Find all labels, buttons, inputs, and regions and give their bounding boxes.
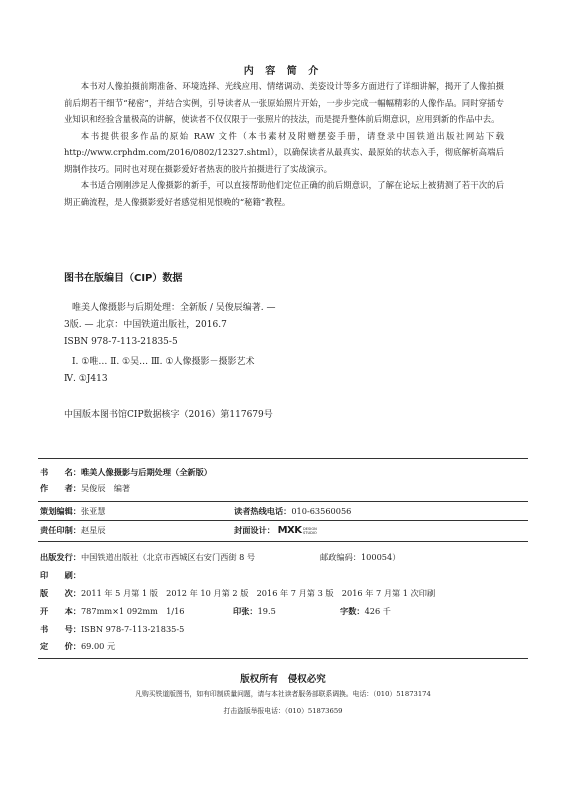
cip-line: Ⅰ. ①唯… Ⅱ. ①吴… Ⅲ. ①人像摄影－摄影艺术 bbox=[72, 357, 255, 367]
cip-index-entry bbox=[64, 354, 504, 388]
publisher-value: 中国铁道出版社（北京市西城区右安门西街 8 号 bbox=[80, 552, 256, 562]
publisher-label: 出版发行： bbox=[40, 552, 81, 562]
price-label: 定 价： bbox=[40, 641, 81, 651]
sheets-row bbox=[233, 604, 276, 618]
printer-label: 印 刷： bbox=[40, 570, 81, 580]
editor-value: 张亚慧 bbox=[80, 506, 106, 516]
format-row bbox=[40, 604, 185, 618]
hotline-row bbox=[234, 504, 351, 518]
design-studio-logo-text: MXK bbox=[277, 525, 302, 536]
summary-paragraph: 本书适合刚刚涉足人像摄影的新手，可以直接帮助他们定位正确的前后期意识，了解在论坛上被猜测了若干次的后期正确流程，是人像摄影爱好者感觉相见恨晚的“秘籍”教程。 bbox=[64, 180, 504, 207]
divider bbox=[38, 658, 528, 659]
divider bbox=[38, 501, 528, 502]
design-studio-logo-sub: STUDIO bbox=[302, 531, 317, 535]
divider bbox=[38, 541, 528, 542]
publisher-row bbox=[40, 550, 255, 564]
sheets-value: 19.5 bbox=[257, 606, 276, 616]
words-label: 字数： bbox=[340, 606, 365, 616]
cip-line: 唯美人像摄影与后期处理：全新版 / 吴俊辰编著. — bbox=[72, 303, 276, 313]
book-title-label: 书 名： bbox=[40, 467, 81, 477]
print-responsible-label: 责任印制： bbox=[40, 525, 81, 535]
summary-paragraph: 本书对人像拍摄前期准备、环境选择、光线应用、情绪调动、美姿设计等多方面进行了详细讲解，揭开了人像拍摄前后期若干细节“秘密”，并结合实例，引导读者从一张原始照片开始，一步步完成一幅幅精彩的人像作品。同时穿插专业知识和经验含量极高的讲解，使读者不仅仅限于一张照片的技法，而是提升整体前后期意识，应用到新的作品中去。 bbox=[64, 81, 504, 124]
cip-line: Ⅳ. ①J413 bbox=[64, 374, 108, 384]
design-studio-logo-sub: DESIGN bbox=[302, 527, 317, 531]
sheets-label: 印张： bbox=[233, 606, 258, 616]
edition-value: 2011 年 5 月第 1 版 2012 年 10 月第 2 版 2016 年 7 月第 3 版 2016 年 7 月第 1 次印刷 bbox=[80, 588, 436, 598]
words-row bbox=[340, 604, 391, 618]
price-value: 69.00 元 bbox=[80, 641, 116, 651]
cip-approval-number: 中国版本图书馆CIP数据核字（2016）第117679号 bbox=[64, 410, 273, 420]
hotline-value: 010-63560056 bbox=[291, 506, 352, 516]
words-value: 426 千 bbox=[364, 606, 391, 616]
cip-heading: 图书在版编目（CIP）数据 bbox=[64, 273, 183, 284]
cip-main-entry bbox=[64, 300, 504, 351]
author-row bbox=[40, 481, 130, 495]
summary-paragraph: 本书提供很多作品的原始 RAW 文件（本书素材及附赠摆姿手册，请登录中国铁道出版社网站下载 http://www.crphdm.com/2016/0802/12327.shtml），以确保读者从最真实、最原始的状态入手，彻底解析高端后期制作技巧。同时也对现在摄影爱好者热衷的胶片拍摄进行了实战演示。 bbox=[64, 130, 504, 174]
isbn-row bbox=[40, 622, 184, 636]
book-title-row bbox=[40, 465, 212, 479]
postcode: 邮政编码：100054） bbox=[320, 552, 401, 562]
cip-line: 3版. — 北京：中国铁道出版社，2016.7 bbox=[64, 320, 227, 330]
rights-title: 版权所有 侵权必究 bbox=[240, 674, 326, 685]
print-responsible-value: 赵星辰 bbox=[80, 525, 106, 535]
anti-piracy-hotline: 打击盗版举报电话：（010）51873659 bbox=[223, 707, 343, 715]
cip-line: ISBN 978-7-113-21835-5 bbox=[64, 337, 178, 347]
cover-design-row bbox=[234, 523, 317, 538]
hotline-label: 读者热线电话： bbox=[234, 506, 292, 516]
edition-row bbox=[40, 586, 435, 600]
print-responsible-row bbox=[40, 523, 106, 537]
book-title-value: 唯美人像摄影与后期处理（全新版） bbox=[80, 467, 212, 477]
isbn-label: 书 号： bbox=[40, 624, 81, 634]
summary-title: 内 容 简 介 bbox=[243, 66, 323, 77]
author-label: 作 者： bbox=[40, 483, 81, 493]
format-label: 开 本： bbox=[40, 606, 81, 616]
author-value: 吴俊辰 编著 bbox=[80, 483, 131, 493]
summary-body bbox=[64, 78, 504, 210]
editor-label: 策划编辑： bbox=[40, 506, 81, 516]
editor-row bbox=[40, 504, 106, 518]
divider bbox=[38, 520, 528, 521]
printer-row bbox=[40, 568, 81, 582]
cover-design-label: 封面设计： bbox=[234, 525, 275, 535]
format-value: 787mm×1 092mm 1/16 bbox=[80, 606, 185, 616]
price-row bbox=[40, 639, 115, 653]
divider bbox=[38, 458, 528, 459]
isbn-value: ISBN 978-7-113-21835-5 bbox=[80, 624, 185, 634]
design-studio-logo bbox=[278, 524, 317, 538]
edition-label: 版 次： bbox=[40, 588, 81, 598]
rights-notice: 凡购买铁道版图书，如有印制质量问题，请与本社读者服务部联系调换。电话：（010）51873174 bbox=[135, 690, 431, 698]
